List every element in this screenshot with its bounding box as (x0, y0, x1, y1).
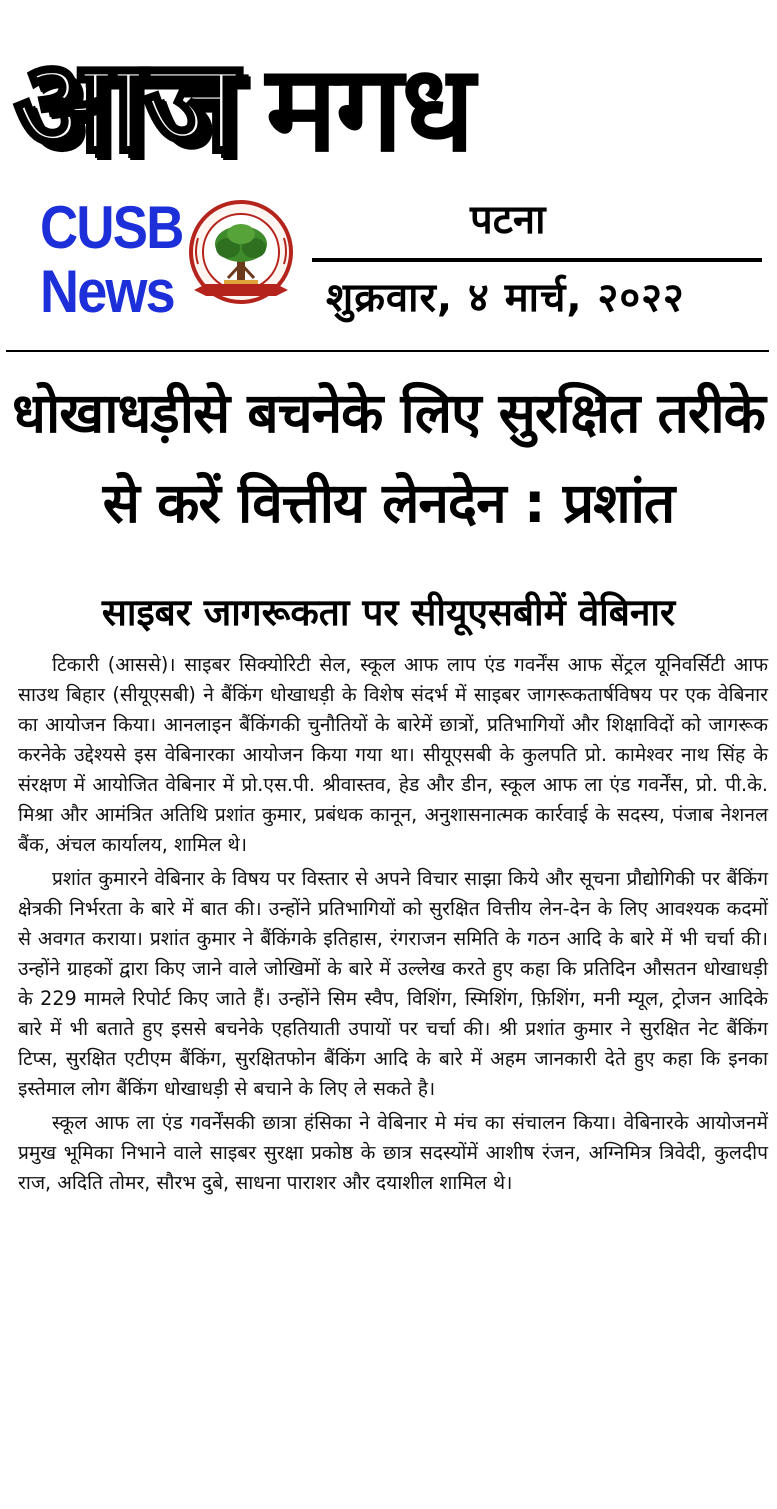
issue-date: शुक्रवार, ४ मार्च, २०२२ (326, 275, 685, 321)
masthead (0, 0, 777, 350)
newspaper-name (14, 31, 714, 181)
article-paragraph: प्रशांत कुमारने वेबिनार के विषय पर विस्तार से अपने विचार साझा किये और सूचना प्रौद्योगिकी पर बैंकिंग क्षेत्रकी निर्भरता के बारे में बात की। उन्होंने प्रतिभागियों को सुरक्षित वित्तीय लेन-देन के लिए आवश्यक कदमों से अवगत कराया। प्रशांत कुमार ने बैंकिंगके इतिहास, रंगराजन समिति के गठन आदि के बारे में भी चर्चा की। उन्होंने ग्राहकों द्वारा किए जाने वाले जोखिमों के बारे में उल्लेख करते हुए कहा कि प्रतिदिन औसतन धोखाधड़ी के 229 मामले रिपोर्ट किए जाते हैं। उन्होंने सिम स्वैप, विशिंग, स्मिशिंग, फ़िशिंग, मनी म्यूल, ट्रोजन आदिके बारे में भी बताते हुए इससे बचनेके एहतियाती उपायों पर चर्चा की। श्री प्रशांत कुमार ने सुरक्षित नेट बैंकिंग टिप्स, सुरक्षित एटीएम बैंकिंग, सुरक्षितफोन बैंकिंग आदि के बारे में अहम जानकारी देते हुए कहा कि इनका इस्तेमाल लोग बैंकिंग धोखाधड़ी से बचाने के लिए ले सकते है। (18, 867, 768, 1100)
article-headline: धोखाधड़ीसे बचनेके लिए सुरक्षित तरीके से करें वित्तीय लेनदेन : प्रशांत (12, 381, 765, 535)
article-paragraph: स्कूल आफ ला एंड गवर्नेंसकी छात्रा हंसिका ने वेबिनार मे मंच का संचालन किया। वेबिनारके आयोजनमें प्रमुख भूमिका निभाने वाले साइबर सुरक्षा प्रकोष्ठ के छात्र सदस्योंमें आशीष रंजन, अग्निमित्र त्रिवेदी, कुलदीप राज, अदिति तोमर, सौरभ दुबे, साधना पाराशर और दयाशील शामिल थे। (18, 1111, 768, 1194)
badge-line2: News (40, 258, 174, 325)
university-seal-icon (186, 198, 296, 310)
article-subheadline: साइबर जागरूकता पर सीयूएसबीमें वेबिनार (101, 591, 676, 634)
cusb-news-badge (40, 194, 183, 325)
divider (312, 258, 762, 262)
newspaper-name-part2: मगध (265, 40, 473, 179)
badge-line1: CUSB (40, 194, 183, 261)
city-name: पटना (470, 197, 546, 243)
article-body (18, 650, 768, 1202)
article-paragraph: टिकारी (आससे)। साइबर सिक्योरिटी सेल, स्कूल आफ लाप एंड गवर्नेंस आफ सेंट्रल यूनिवर्सिटी आफ साउथ बिहार (सीयूएसबी) ने बैंकिंग धोखाधड़ी के विशेष संदर्भ में साइबर जागरूकतार्षविषय पर एक वेबिनार का आयोजन किया। आनलाइन बैंकिंगकी चुनौतियों के बारेमें छात्रों, प्रतिभागियों और शिक्षाविदों को जागरूक करनेके उद्देश्यसे इस वेबिनारका आयोजन किया गया था। सीयूएसबी के कुलपति प्रो. कामेश्वर नाथ सिंह के संरक्षण में आयोजित वेबिनार में प्रो.एस.पी. श्रीवास्तव, हेड और डीन, स्कूल आफ ला एंड गवर्नेंस, प्रो. पी.के. मिश्रा और आमंत्रित अतिथि प्रशांत कुमार, प्रबंधक कानून, अनुशासनात्मक कार्रवाई के सदस्य, पंजाब नेशनल बैंक, अंचल कार्यालय, शामिल थे। (18, 653, 768, 856)
divider (6, 350, 769, 352)
newspaper-name-part1: आज (14, 31, 236, 181)
